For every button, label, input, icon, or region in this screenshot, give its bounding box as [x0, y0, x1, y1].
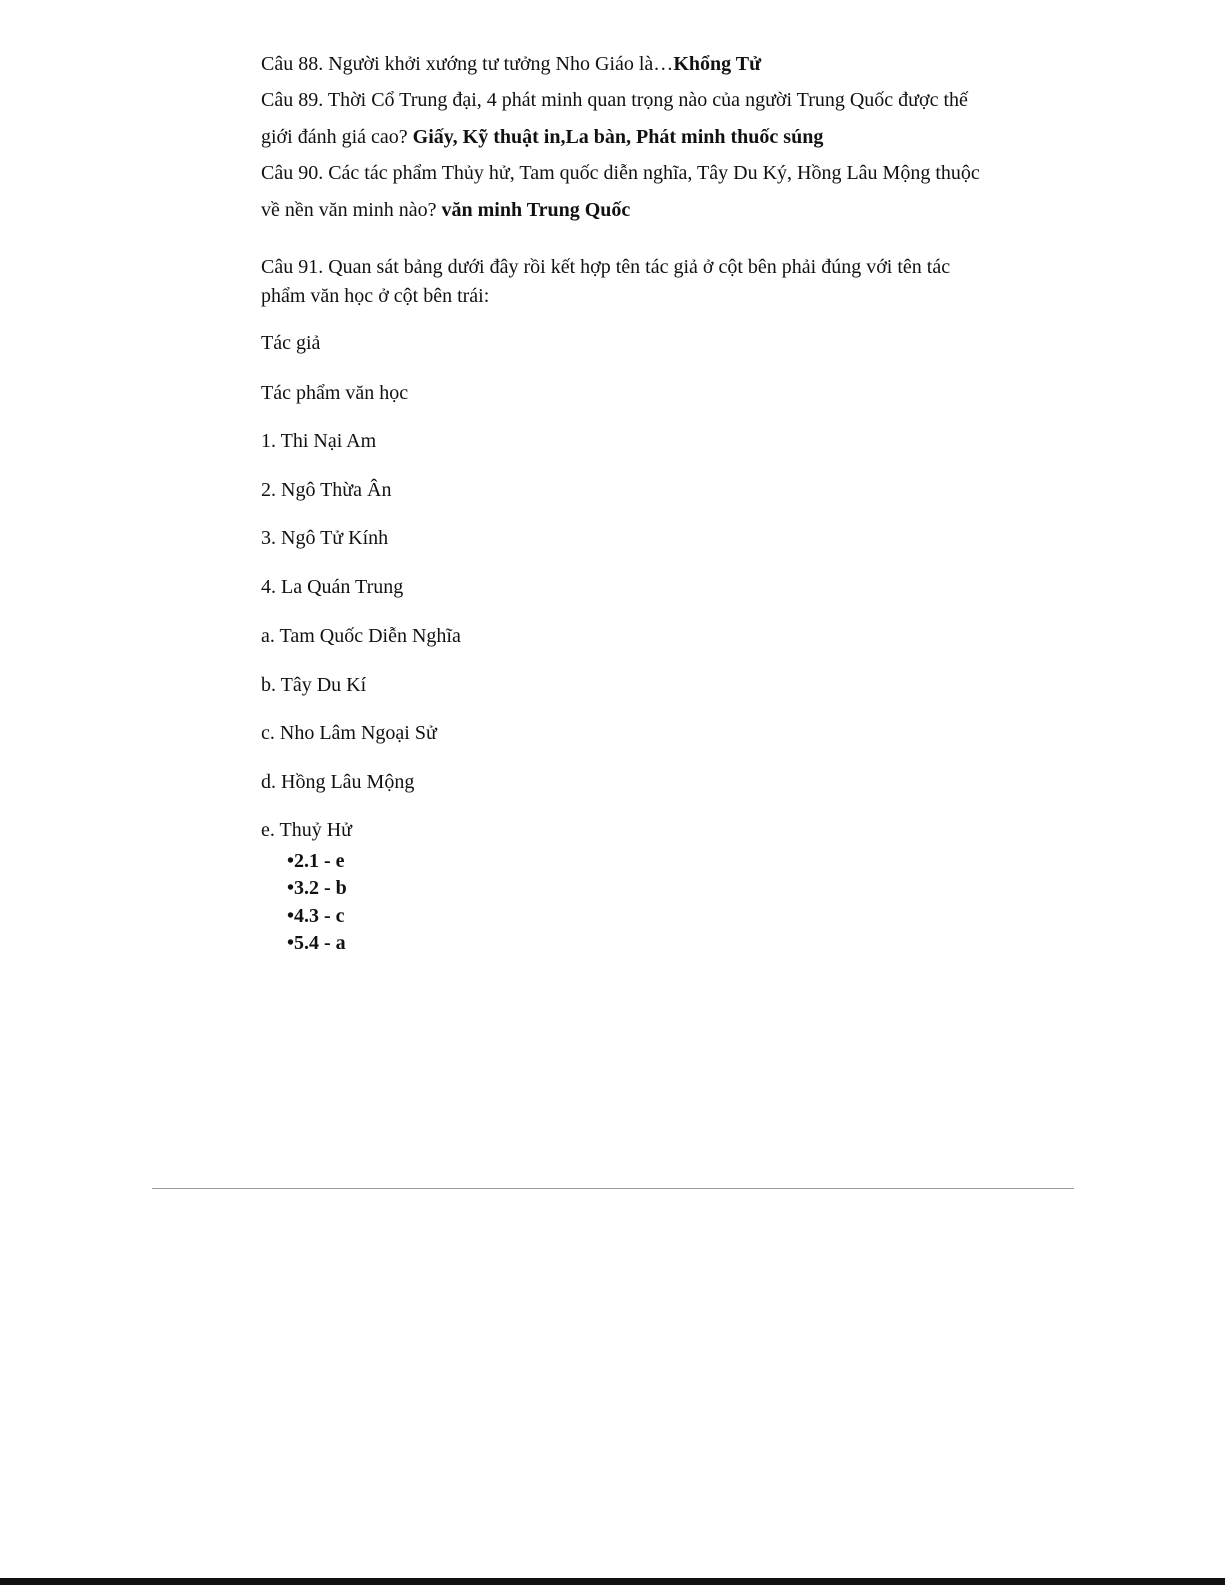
- answer-item: •4.3 - c: [287, 905, 345, 927]
- question-90-text: về nền văn minh nào?: [261, 199, 442, 221]
- work-item: a. Tam Quốc Diễn Nghĩa: [261, 625, 461, 647]
- question-90-answer: văn minh Trung Quốc: [441, 199, 631, 221]
- bottom-edge-bar: [0, 1578, 1225, 1585]
- page-divider: [152, 1188, 1074, 1189]
- work-item: d. Hồng Lâu Mộng: [261, 771, 415, 793]
- author-item: 2. Ngô Thừa Ân: [261, 479, 392, 501]
- author-item: 4. La Quán Trung: [261, 576, 404, 598]
- question-89-line2: [261, 125, 823, 149]
- work-item: e. Thuỷ Hử: [261, 819, 353, 841]
- answer-item: •2.1 - e: [287, 850, 345, 872]
- question-89-answer: Giấy, Kỹ thuật in,La bàn, Phát minh thuốc súng: [412, 126, 824, 148]
- answer-item: •5.4 - a: [287, 932, 346, 954]
- question-91-line2: phẩm văn học ở cột bên trái:: [261, 285, 490, 307]
- header-authors: Tác giả: [261, 332, 321, 354]
- header-works: Tác phẩm văn học: [261, 382, 409, 404]
- work-item: b. Tây Du Kí: [261, 674, 367, 696]
- question-88-text: Câu 88. Người khởi xướng tư tưởng Nho Giáo là…: [261, 53, 674, 75]
- work-item: c. Nho Lâm Ngoại Sử: [261, 722, 437, 744]
- question-89-text: giới đánh giá cao?: [261, 126, 413, 148]
- question-88: [261, 52, 761, 76]
- question-88-answer: Khổng Tử: [673, 53, 762, 75]
- question-89-line1: Câu 89. Thời Cổ Trung đại, 4 phát minh quan trọng nào của người Trung Quốc được thế: [261, 89, 968, 111]
- answer-item: •3.2 - b: [287, 877, 347, 899]
- author-item: 3. Ngô Tử Kính: [261, 527, 389, 549]
- question-90-line2: [261, 198, 630, 222]
- author-item: 1. Thi Nại Am: [261, 430, 377, 452]
- question-91-line1: Câu 91. Quan sát bảng dưới đây rồi kết hợp tên tác giả ở cột bên phải đúng với tên tác: [261, 256, 951, 278]
- question-90-line1: Câu 90. Các tác phẩm Thủy hử, Tam quốc diễn nghĩa, Tây Du Ký, Hồng Lâu Mộng thuộc: [261, 162, 980, 184]
